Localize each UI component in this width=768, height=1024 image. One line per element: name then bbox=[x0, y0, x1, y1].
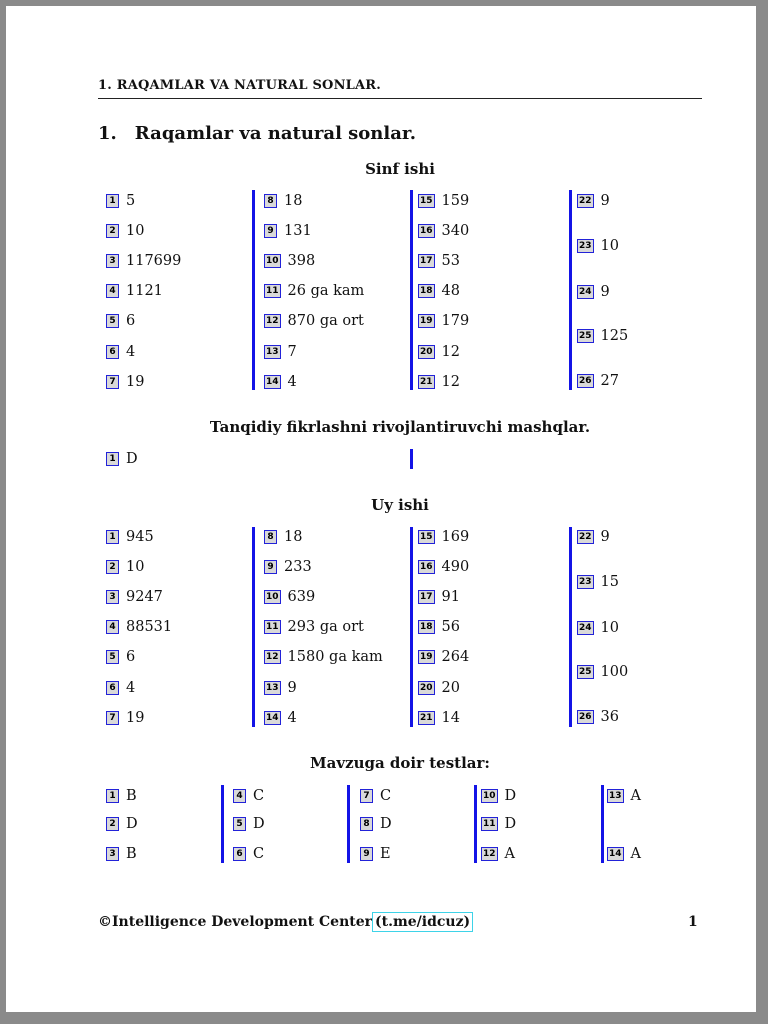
answer-value: 159 bbox=[441, 193, 470, 209]
page-title bbox=[98, 123, 416, 144]
answer-item bbox=[264, 374, 297, 390]
answer-value: 20 bbox=[441, 679, 460, 696]
answer-value: A bbox=[504, 846, 516, 862]
homework-heading: Uy ishi bbox=[371, 496, 429, 514]
title-number: 1. bbox=[98, 123, 117, 144]
answer-item bbox=[106, 529, 154, 545]
answer-value: 5 bbox=[126, 193, 136, 209]
answer-value: 398 bbox=[287, 253, 316, 270]
answer-value: D bbox=[253, 816, 265, 832]
answer-item bbox=[418, 313, 469, 329]
question-number-badge: 6 bbox=[106, 345, 119, 359]
answer-value: 1580 ga kam bbox=[287, 649, 383, 666]
answer-item bbox=[233, 788, 264, 804]
answer-item bbox=[264, 529, 302, 545]
question-number-badge: 11 bbox=[266, 286, 279, 297]
critical-thinking-heading: Tanqidiy fikrlashni rivojlantiruvchi mashqlar. bbox=[209, 418, 591, 436]
question-number-badge: 14 bbox=[609, 849, 622, 859]
answer-item bbox=[106, 313, 135, 329]
answer-value: 179 bbox=[441, 313, 470, 330]
question-number-badge: 2 bbox=[106, 817, 119, 831]
answer-value: D bbox=[380, 816, 392, 832]
question-number-badge: 4 bbox=[106, 284, 119, 298]
question-number-badge: 20 bbox=[420, 346, 433, 357]
answer-value: 91 bbox=[441, 589, 460, 606]
answer-item bbox=[481, 816, 516, 832]
answer-value: 131 bbox=[284, 223, 312, 240]
answer-value: 6 bbox=[126, 313, 136, 330]
question-number-badge: 13 bbox=[266, 682, 279, 693]
title-text: Raqamlar va natural sonlar. bbox=[134, 123, 416, 144]
answer-item bbox=[577, 664, 628, 680]
column-divider bbox=[347, 785, 350, 863]
answer-item bbox=[577, 328, 628, 344]
question-number-badge: 11 bbox=[266, 622, 279, 633]
answer-item bbox=[418, 649, 469, 665]
answer-value: D bbox=[504, 788, 517, 804]
question-number-badge: 23 bbox=[579, 241, 592, 251]
answer-value: 10 bbox=[126, 559, 145, 576]
question-number-badge: 5 bbox=[233, 817, 246, 831]
answer-value: 18 bbox=[284, 529, 303, 545]
answer-item bbox=[106, 649, 135, 665]
question-number-badge: 10 bbox=[266, 256, 279, 267]
answer-item bbox=[577, 529, 610, 545]
question-number-badge: 22 bbox=[579, 196, 592, 206]
question-number-badge: 2 bbox=[106, 560, 119, 574]
answer-item bbox=[577, 620, 619, 636]
answer-value: 48 bbox=[441, 283, 460, 300]
question-number-badge: 3 bbox=[106, 254, 119, 268]
answer-item bbox=[264, 680, 297, 696]
answer-value: 26 ga kam bbox=[287, 283, 365, 300]
answer-value: 125 bbox=[600, 328, 629, 344]
copyright-text: ©Intelligence Development Center bbox=[98, 914, 372, 930]
answer-value: 27 bbox=[600, 373, 619, 389]
answer-value: 88531 bbox=[126, 619, 173, 636]
answer-value: 117699 bbox=[126, 253, 182, 270]
question-number-badge: 9 bbox=[360, 847, 373, 861]
answer-value: 9 bbox=[600, 284, 610, 300]
answer-value: 56 bbox=[441, 619, 460, 636]
question-number-badge: 12 bbox=[483, 849, 496, 859]
question-number-badge: 25 bbox=[579, 667, 592, 677]
answer-value: 19 bbox=[126, 709, 145, 726]
class-work-heading: Sinf ishi bbox=[365, 160, 435, 178]
answer-item bbox=[577, 284, 610, 300]
answer-item bbox=[418, 193, 469, 209]
answer-item bbox=[418, 374, 460, 390]
answer-value: 293 ga ort bbox=[287, 619, 364, 636]
answer-value: B bbox=[126, 846, 137, 862]
question-number-badge: 5 bbox=[106, 650, 119, 664]
answer-value: C bbox=[253, 788, 265, 804]
question-number-badge: 3 bbox=[106, 590, 119, 604]
question-number-badge: 13 bbox=[609, 791, 622, 801]
answer-item bbox=[106, 680, 135, 696]
answer-value: 1121 bbox=[126, 283, 163, 300]
answer-value: 4 bbox=[126, 679, 136, 696]
answer-value: E bbox=[380, 846, 391, 862]
question-number-badge: 7 bbox=[106, 375, 119, 389]
answer-item bbox=[418, 223, 469, 239]
answer-item bbox=[106, 816, 138, 832]
answer-value: 490 bbox=[441, 559, 470, 576]
answer-value: 870 ga ort bbox=[287, 313, 364, 330]
answer-value: 9 bbox=[600, 529, 610, 545]
question-number-badge: 24 bbox=[579, 287, 592, 297]
question-number-badge: 26 bbox=[579, 376, 592, 386]
answer-item bbox=[106, 193, 135, 209]
answer-value: B bbox=[126, 788, 137, 804]
question-number-badge: 4 bbox=[233, 789, 246, 803]
question-number-badge: 1 bbox=[106, 194, 119, 208]
answer-item bbox=[264, 253, 315, 269]
question-number-badge: 8 bbox=[360, 817, 373, 831]
column-divider bbox=[410, 527, 413, 727]
answer-item bbox=[481, 788, 516, 804]
column-divider bbox=[569, 190, 572, 390]
tests-heading: Mavzuga doir testlar: bbox=[310, 754, 490, 772]
answer-value: D bbox=[126, 451, 138, 467]
question-number-badge: 11 bbox=[483, 819, 496, 829]
answer-value: 12 bbox=[441, 373, 460, 390]
answer-value: C bbox=[380, 788, 392, 804]
page-number: 1 bbox=[688, 914, 698, 930]
question-number-badge: 12 bbox=[266, 316, 279, 327]
question-number-badge: 14 bbox=[266, 712, 279, 723]
header-rule bbox=[98, 98, 702, 99]
question-number-badge: 8 bbox=[264, 194, 277, 208]
question-number-badge: 24 bbox=[579, 623, 592, 633]
question-number-badge: 1 bbox=[106, 789, 119, 803]
answer-value: 18 bbox=[284, 193, 303, 209]
question-number-badge: 19 bbox=[420, 652, 433, 663]
telegram-link[interactable]: (t.me/idcuz) bbox=[372, 912, 473, 932]
question-number-badge: 17 bbox=[420, 256, 433, 267]
answer-value: A bbox=[630, 846, 642, 862]
answer-item bbox=[418, 344, 460, 360]
answer-value: 233 bbox=[284, 559, 312, 576]
answer-value: 53 bbox=[441, 253, 460, 270]
question-number-badge: 1 bbox=[106, 530, 119, 544]
answer-value: 9 bbox=[287, 679, 297, 696]
answer-item bbox=[106, 846, 137, 862]
answer-value: 100 bbox=[600, 664, 629, 680]
question-number-badge: 7 bbox=[106, 711, 119, 725]
answer-item bbox=[607, 788, 641, 804]
answer-item bbox=[577, 574, 619, 590]
question-number-badge: 6 bbox=[106, 681, 119, 695]
answer-value: 9247 bbox=[126, 589, 163, 606]
question-number-badge: 3 bbox=[106, 847, 119, 861]
answer-value: D bbox=[504, 816, 517, 832]
answer-item bbox=[106, 451, 138, 467]
question-number-badge: 16 bbox=[420, 226, 433, 237]
question-number-badge: 12 bbox=[266, 652, 279, 663]
question-number-badge: 17 bbox=[420, 592, 433, 603]
answer-item bbox=[106, 223, 144, 239]
answer-item bbox=[264, 283, 364, 299]
answer-item bbox=[418, 710, 460, 726]
running-header: 1. RAQAMLAR VA NATURAL SONLAR. bbox=[98, 78, 382, 93]
answer-item bbox=[264, 649, 383, 665]
question-number-badge: 14 bbox=[266, 376, 279, 387]
answer-item bbox=[577, 373, 619, 389]
question-number-badge: 21 bbox=[420, 376, 433, 387]
answer-item bbox=[106, 559, 144, 575]
column-divider bbox=[221, 785, 224, 863]
answer-value: 6 bbox=[126, 649, 136, 666]
question-number-badge: 15 bbox=[420, 196, 433, 206]
question-number-badge: 7 bbox=[360, 789, 373, 803]
answer-item bbox=[106, 344, 135, 360]
answer-item bbox=[577, 238, 619, 254]
answer-value: 264 bbox=[441, 649, 470, 666]
question-number-badge: 19 bbox=[420, 316, 433, 327]
question-number-badge: 16 bbox=[420, 562, 433, 573]
answer-item bbox=[481, 846, 515, 862]
question-number-badge: 13 bbox=[266, 346, 279, 357]
answer-item bbox=[106, 283, 163, 299]
question-number-badge: 22 bbox=[579, 532, 592, 542]
answer-item bbox=[418, 253, 460, 269]
question-number-badge: 6 bbox=[233, 847, 246, 861]
answer-item bbox=[360, 846, 391, 862]
question-number-badge: 26 bbox=[579, 712, 592, 722]
answer-value: C bbox=[253, 846, 265, 862]
answer-item bbox=[106, 710, 144, 726]
answer-value: 10 bbox=[600, 238, 619, 254]
question-number-badge: 15 bbox=[420, 532, 433, 542]
answer-value: 4 bbox=[126, 343, 136, 360]
question-number-badge: 10 bbox=[266, 592, 279, 603]
answer-item bbox=[264, 710, 297, 726]
column-divider bbox=[601, 785, 604, 863]
answer-value: 340 bbox=[441, 223, 470, 240]
column-divider bbox=[410, 449, 413, 469]
answer-item bbox=[264, 589, 315, 605]
answer-value: 4 bbox=[287, 373, 297, 390]
question-number-badge: 9 bbox=[264, 560, 277, 574]
answer-item bbox=[264, 193, 302, 209]
answer-value: 639 bbox=[287, 589, 316, 606]
question-number-badge: 9 bbox=[264, 224, 277, 238]
answer-item bbox=[418, 619, 460, 635]
question-number-badge: 23 bbox=[579, 577, 592, 587]
answer-item bbox=[233, 816, 265, 832]
column-divider bbox=[410, 190, 413, 390]
answer-item bbox=[106, 589, 163, 605]
question-number-badge: 18 bbox=[420, 286, 433, 297]
answer-item bbox=[106, 253, 181, 269]
answer-value: D bbox=[126, 816, 138, 832]
answer-value: 10 bbox=[600, 620, 619, 636]
answer-item bbox=[418, 680, 460, 696]
answer-value: 945 bbox=[126, 529, 154, 545]
answer-item bbox=[106, 619, 172, 635]
document-page bbox=[3, 3, 759, 1015]
footer bbox=[98, 914, 473, 930]
answer-item bbox=[264, 344, 297, 360]
question-number-badge: 20 bbox=[420, 682, 433, 693]
answer-item bbox=[233, 846, 264, 862]
column-divider bbox=[569, 527, 572, 727]
answer-value: 36 bbox=[600, 709, 619, 725]
question-number-badge: 1 bbox=[106, 452, 119, 466]
answer-value: 19 bbox=[126, 373, 145, 390]
answer-item bbox=[418, 559, 469, 575]
question-number-badge: 10 bbox=[483, 791, 496, 801]
answer-value: 7 bbox=[287, 343, 297, 360]
question-number-badge: 5 bbox=[106, 314, 119, 328]
question-number-badge: 8 bbox=[264, 530, 277, 544]
answer-item bbox=[360, 788, 391, 804]
answer-item bbox=[607, 846, 641, 862]
answer-item bbox=[106, 788, 137, 804]
question-number-badge: 25 bbox=[579, 331, 592, 341]
answer-value: 15 bbox=[600, 574, 619, 590]
answer-item bbox=[264, 559, 312, 575]
answer-value: 10 bbox=[126, 223, 145, 240]
answer-value: 9 bbox=[600, 193, 610, 209]
answer-item bbox=[577, 193, 610, 209]
answer-value: A bbox=[630, 788, 642, 804]
answer-item bbox=[264, 619, 364, 635]
answer-item bbox=[264, 223, 312, 239]
question-number-badge: 18 bbox=[420, 622, 433, 633]
answer-item bbox=[577, 709, 619, 725]
answer-value: 169 bbox=[441, 529, 470, 545]
column-divider bbox=[252, 190, 255, 390]
answer-value: 14 bbox=[441, 709, 460, 726]
question-number-badge: 2 bbox=[106, 224, 119, 238]
column-divider bbox=[252, 527, 255, 727]
column-divider bbox=[474, 785, 477, 863]
answer-value: 4 bbox=[287, 709, 297, 726]
question-number-badge: 21 bbox=[420, 712, 433, 723]
answer-item bbox=[360, 816, 392, 832]
answer-item bbox=[106, 374, 144, 390]
question-number-badge: 4 bbox=[106, 620, 119, 634]
answer-value: 12 bbox=[441, 343, 460, 360]
answer-item bbox=[418, 283, 460, 299]
answer-item bbox=[264, 313, 364, 329]
answer-item bbox=[418, 589, 460, 605]
answer-item bbox=[418, 529, 469, 545]
